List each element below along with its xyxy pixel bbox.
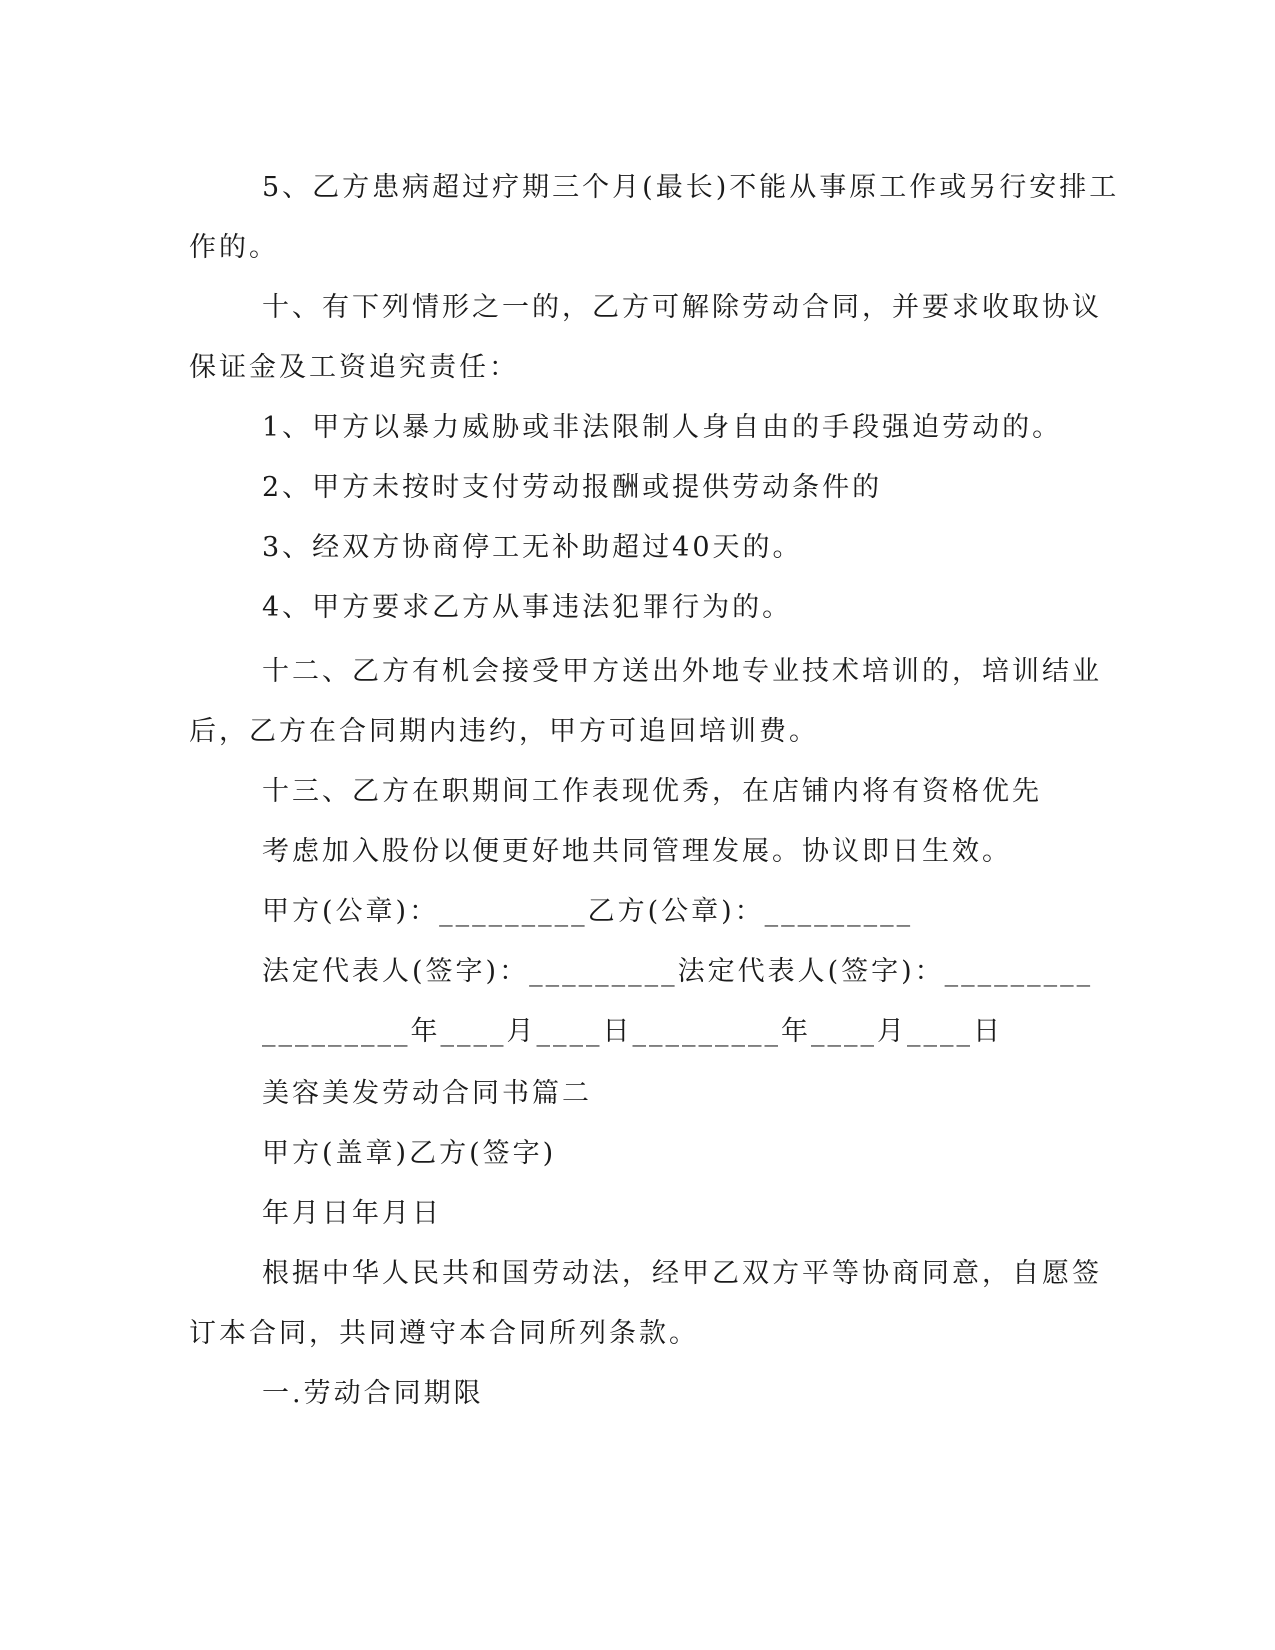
clause-10-item-2: 2、甲方未按时支付劳动报酬或提供劳动条件的	[262, 472, 883, 503]
preamble-line-1: 根据中华人民共和国劳动法，经甲乙双方平等协商同意，自愿签	[262, 1258, 1102, 1289]
clause-13-line-1: 十三、乙方在职期间工作表现优秀，在店铺内将有资格优先	[262, 776, 1042, 807]
signature-representative-line: 法定代表人(签字)：_________法定代表人(签字)：_________	[262, 956, 1094, 987]
clause-10-line-2: 保证金及工资追究责任：	[189, 352, 519, 383]
preamble-line-2: 订本合同，共同遵守本合同所列条款。	[189, 1318, 699, 1349]
clause-10-item-3: 3、经双方协商停工无补助超过40天的。	[262, 532, 803, 563]
date-line: 年月日年月日	[262, 1198, 442, 1229]
contract-term-heading: 一.劳动合同期限	[262, 1378, 484, 1409]
clause-10-line-1: 十、有下列情形之一的，乙方可解除劳动合同，并要求收取协议	[262, 292, 1102, 323]
clause-10-item-1: 1、甲方以暴力威胁或非法限制人身自由的手段强迫劳动的。	[262, 412, 1063, 443]
clause-12-line-2: 后，乙方在合同期内违约，甲方可追回培训费。	[189, 716, 819, 747]
party-line: 甲方(盖章)乙方(签字)	[262, 1138, 557, 1169]
clause-5-line-1: 5、乙方患病超过疗期三个月(最长)不能从事原工作或另行安排工	[262, 172, 1120, 203]
section-heading: 美容美发劳动合同书篇二	[262, 1078, 592, 1109]
signature-date-line: _________年____月____日_________年____月____日	[262, 1016, 1003, 1047]
clause-12-line-1: 十二、乙方有机会接受甲方送出外地专业技术培训的，培训结业	[262, 656, 1102, 687]
clause-5-line-2: 作的。	[189, 232, 279, 263]
clause-10-item-4: 4、甲方要求乙方从事违法犯罪行为的。	[262, 592, 793, 623]
signature-seal-line: 甲方(公章)：_________乙方(公章)：_________	[262, 896, 914, 927]
clause-13-line-2: 考虑加入股份以便更好地共同管理发展。协议即日生效。	[262, 836, 1012, 867]
